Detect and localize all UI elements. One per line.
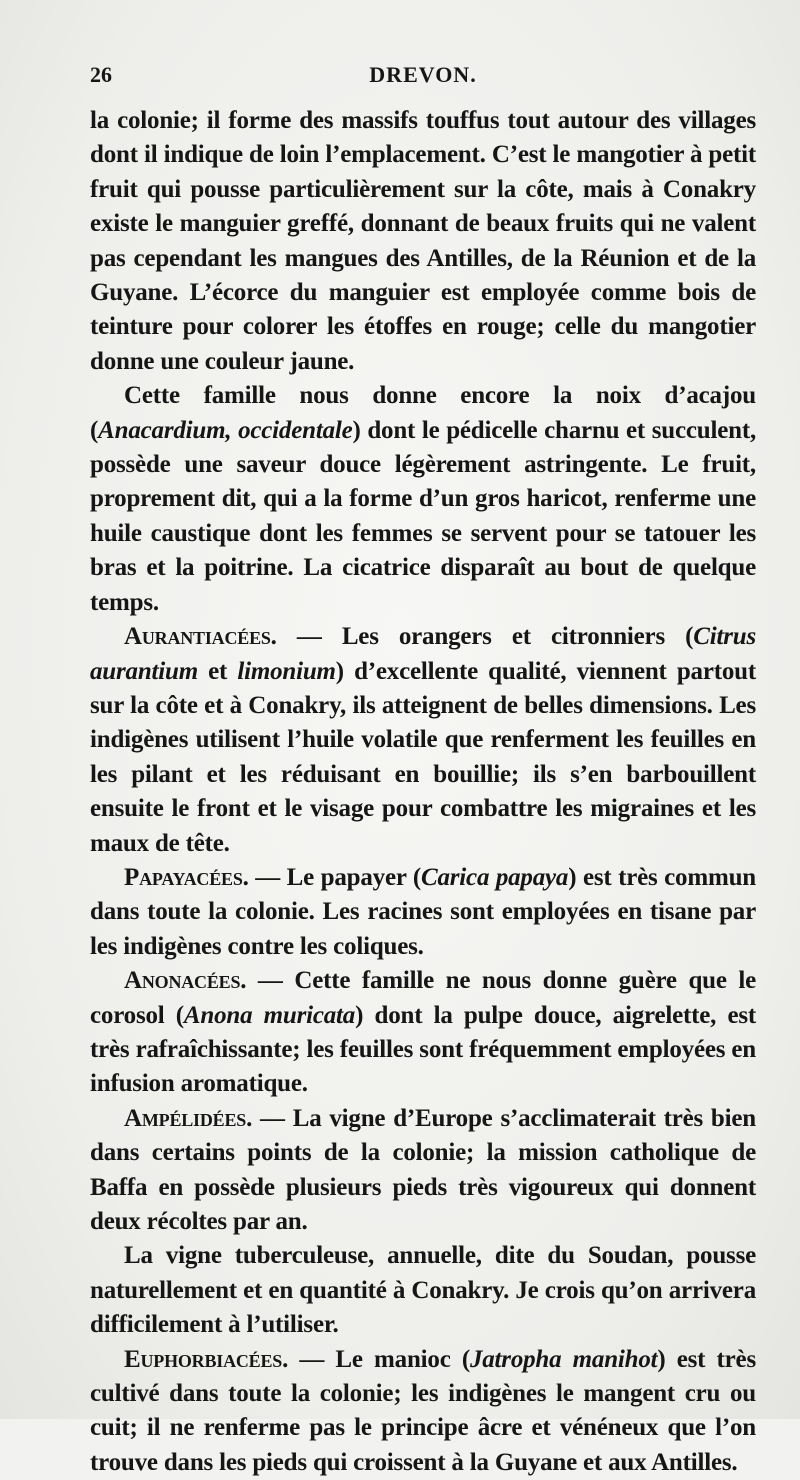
text-segment: et (197, 657, 238, 685)
text-segment: la colonie; il forme des massifs touffus tout autour des villages dont il indique de loin l’emplacement. C’est le mangotier à petit fruit qui pousse particulièrement sur la côte, mais à Conakry existe le manguier greffé, donnant de beaux fruits qui ne valent pas cependant les mangues des Antilles, de la Réunion et de la Guyane. L’écorce du manguier est employée comme bois de teinture pour colorer les étoffes en rouge; celle du mangotier donne une couleur jaune. (90, 107, 756, 375)
text-segment: La vigne tuberculeuse, annuelle, dite du Soudan, pousse naturellement et en quantité à Conakry. Je crois qu’on arrivera difficilement à l’utiliser. (90, 1242, 756, 1339)
paragraph-p6 (90, 1102, 756, 1240)
text-segment: — Le manioc ( (288, 1345, 470, 1373)
section-heading: Ampélidées. (124, 1104, 253, 1132)
text-segment: ) dont le pédicelle charnu et succulent, possède une saveur douce légèrement astringente. Le fruit, proprement dit, qui a la forme d’un gros haricot, renferme une huile caustique dont les femmes se servent pour se tatouer les bras et la poitrine. La cicatrice disparaît au bout de quelque temps. (90, 416, 756, 616)
text-segment: — Les orangers et citronniers ( (276, 623, 694, 651)
paragraph-p7 (90, 1239, 756, 1342)
running-head: DREVON. (369, 62, 477, 87)
section-heading: Euphorbiacées. (124, 1345, 289, 1373)
latin-name: Citrus aurantium (90, 623, 756, 685)
latin-name: Jatropha manihot (469, 1345, 658, 1373)
section-heading: Aurantiacées. (124, 623, 277, 651)
page-header (90, 62, 756, 92)
text-segment: ) dont la pulpe douce, aigrelette, est très rafraîchissante; les feuilles sont fréquemment employées en infusion aromatique. (90, 1001, 756, 1098)
latin-name: limonium (237, 657, 336, 685)
page-number: 26 (90, 62, 112, 87)
text-segment: Cette famille nous donne encore la noix d’acajou ( (90, 382, 756, 444)
paragraph-p8 (90, 1343, 756, 1480)
latin-name: Anona muricata (183, 1001, 356, 1029)
body-text (90, 104, 756, 1480)
paragraph-p4 (90, 861, 756, 964)
text-segment: ) est très commun dans toute la colonie. Les racines sont employées en tisane par les indigènes contre les coliques. (90, 863, 756, 960)
latin-name: Anacardium, occidentale (98, 416, 353, 444)
section-heading: Papayacées. (124, 863, 249, 891)
paragraph-p2 (90, 379, 756, 620)
text-segment: — Le papayer ( (248, 863, 421, 891)
paragraph-p3 (90, 620, 756, 861)
text-segment: — Cette famille ne nous donne guère que le corosol ( (90, 967, 756, 1029)
section-heading: Anonacées. (124, 967, 247, 995)
text-segment: ) d’excellente qualité, viennent partout sur la côte et à Conakry, ils atteignent de belles dimensions. Les indigènes utilisent l’huile volatile que renferment les feuilles en les pilant et les réduisant en bouillie; ils s’en barbouillent ensuite le front et le visage pour combattre les migraines et les maux de tête. (90, 657, 756, 857)
latin-name: Carica papaya (421, 863, 569, 891)
paragraph-p1 (90, 104, 756, 379)
text-segment: ) est très cultivé dans toute la colonie; les indigènes le mangent cru ou cuit; il ne renferme pas le principe âcre et vénéneux que l’on trouve dans les pieds qui croissent à la Guyane et aux Antilles. (90, 1345, 756, 1476)
paragraph-p5 (90, 964, 756, 1102)
text-segment: — La vigne d’Europe s’acclimaterait très bien dans certains points de la colonie; la mission catholique de Baffa en possède plusieurs pieds très vigoureux qui donnent deux récoltes par an. (90, 1104, 756, 1235)
